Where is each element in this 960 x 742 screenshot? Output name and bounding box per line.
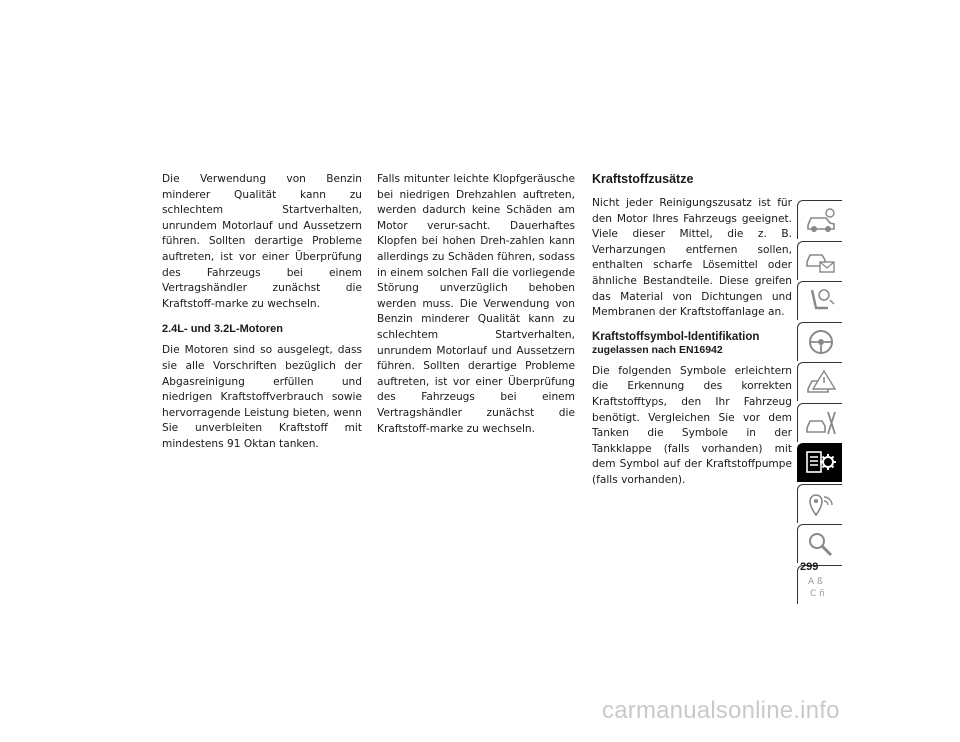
car-mail-icon — [804, 246, 838, 276]
location-pin-icon — [804, 489, 838, 519]
paragraph: Die folgenden Symbole erleichtern die Erkennung des korrekten Kraftstofftyps, den Ihr Fahrzeug benötigt. Vergleichen Sie vor dem Tanken die Symbole in der Tankklappe (falls vorhanden) mit dem Symbol auf der Kraftstoffpumpe (falls vorhanden). — [592, 364, 792, 486]
tab-location[interactable] — [797, 484, 842, 523]
svg-text:A ß: A ß — [808, 576, 823, 587]
tab-car-tools[interactable] — [797, 403, 842, 442]
section-heading: Kraftstoffzusätze — [592, 172, 694, 186]
language-symbols-icon — [804, 570, 838, 600]
chapter-tabs — [797, 200, 842, 605]
section-heading — [592, 331, 792, 358]
tab-car-mail[interactable] — [797, 241, 842, 280]
steering-wheel-icon — [804, 327, 838, 357]
heading-line: zugelassen nach EN16942 — [592, 344, 723, 357]
paragraph: Die Verwendung von Benzin minderer Qualität kann zu schlechtem Startverhalten, unrundem Motorlauf und Aussetzern führen. Sollten derartige Probleme auftreten, ist vor einer Überprüfung des Fahrzeugs bei einem Vertragshändler zunächst die Kraftstoff-marke zu wechseln. — [162, 173, 362, 310]
tab-specifications[interactable] — [797, 443, 842, 482]
tab-seat-airbag[interactable] — [797, 281, 842, 320]
tab-search[interactable] — [797, 524, 842, 563]
paragraph: Die Motoren sind so ausgelegt, dass sie alle Vorschriften bezüglich der Abgasreinigung erfüllen und niedrigen Kraftstoffverbrauch sowie hervorragende Leistung bieten, wenn Sie unverbleiten Kraftstoff mit mindestens 91 Oktan tanken. — [162, 344, 362, 450]
tab-car-warning[interactable] — [797, 362, 842, 401]
seat-airbag-icon — [804, 286, 838, 316]
watermark: carmanualsonline.info — [602, 697, 840, 724]
paragraph: Falls mitunter leichte Klopfgeräusche bei niedrigen Drehzahlen auftreten, werden dadurch keine Schäden am Motor verur-sacht. Dauerhaftes Klopfen bei hohen Dreh-zahlen kann allerdings zu Schäden führen, sodass in einem solchen Fall die vorliegende Störung unverzüglich behoben werden muss. Die Verwendung von Benzin minderer Qualität kann zu schlechtem Startverhalten, unrundem Motorlauf und Aussetzern führen. Sollten derartige Probleme auftreten, ist vor einer Überprüfung des Fahrzeugs bei einem Vertragshändler zunächst die Kraftstoff-marke zu wechseln. — [377, 173, 575, 435]
heading-line: Kraftstoffsymbol-Identifikation — [592, 330, 760, 343]
tab-car-info[interactable] — [797, 200, 842, 239]
svg-text:C ñ: C ñ — [810, 588, 825, 599]
column-1 — [162, 172, 362, 453]
magnifier-icon — [804, 529, 838, 559]
paragraph: Nicht jeder Reinigungszusatz ist für den Motor Ihres Fahrzeugs geeignet. Viele dieser Mittel, die z. B. Verharzungen entfernen sollen, enthalten scharfe Lösemittel oder ähnliche Bestandteile. Diese greifen das Material von Dichtungen und Membranen der Kraftstoffanlage an. — [592, 197, 792, 319]
column-3 — [592, 172, 792, 489]
car-info-icon — [804, 205, 838, 235]
column-2 — [377, 172, 575, 437]
page-number: 299 — [800, 561, 819, 573]
car-warning-icon — [804, 367, 838, 397]
car-tools-icon — [804, 408, 838, 438]
tab-steering-wheel[interactable] — [797, 322, 842, 361]
specs-gear-icon — [804, 448, 838, 478]
section-heading: 2.4L- und 3.2L-Motoren — [162, 323, 283, 336]
